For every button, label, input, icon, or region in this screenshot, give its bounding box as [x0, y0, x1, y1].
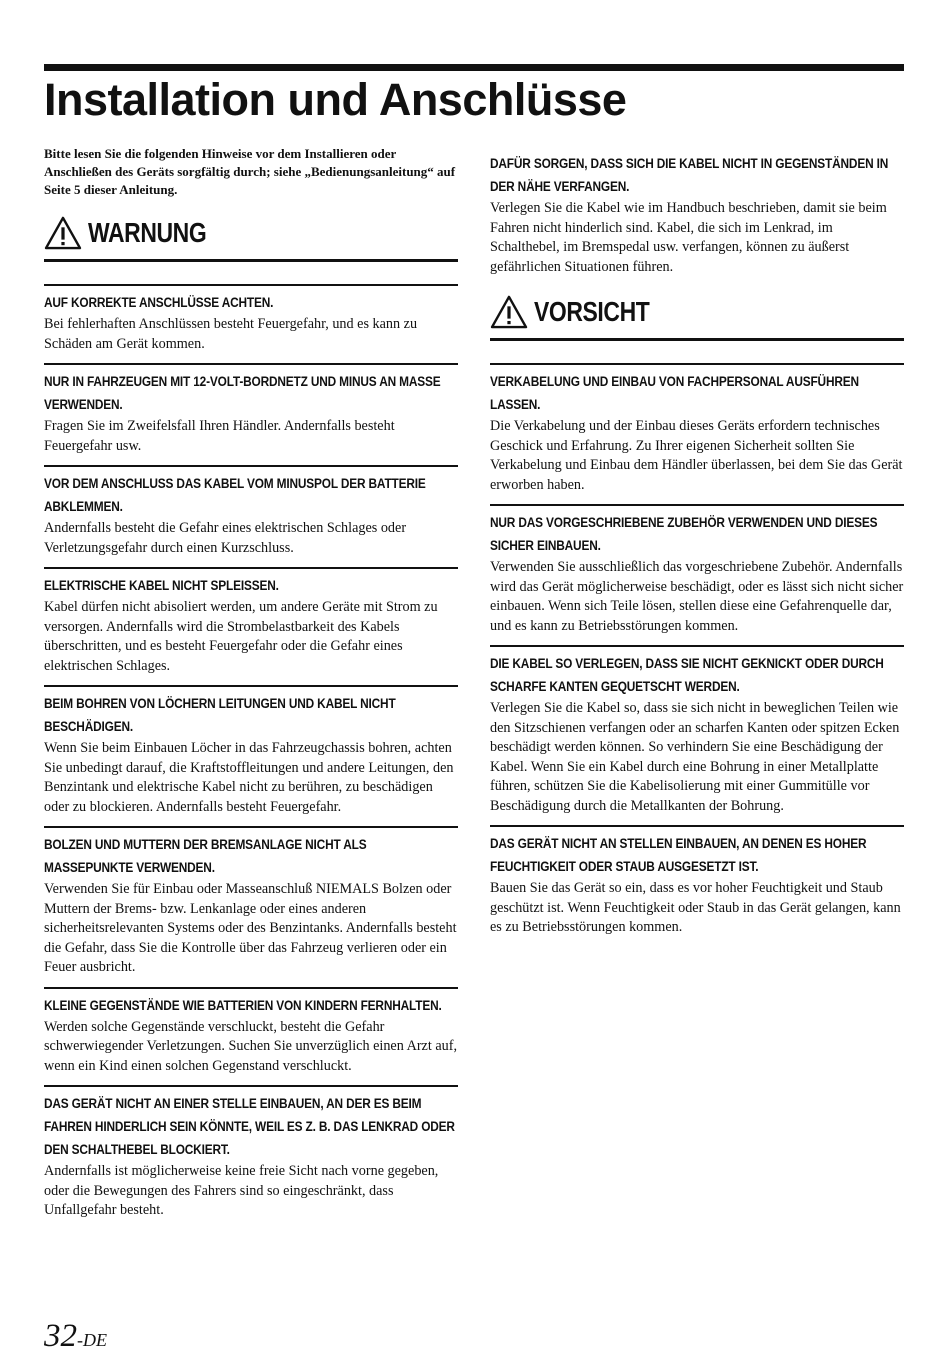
warning-item [490, 152, 904, 277]
warning-item [44, 987, 458, 1077]
caution-item [490, 645, 904, 816]
item-body: Andernfalls ist möglicherweise keine freie Sicht nach vorne gegeben, oder die Bewegungen des Fahrers sind so eingeschränkt, dass Unfallgefahr besteht. [44, 1163, 439, 1218]
item-heading: VOR DEM ANSCHLUSS DAS KABEL VOM MINUSPOL DER BATTERIE ABKLEMMEN. [44, 476, 426, 514]
warning-item [44, 284, 458, 354]
warning-item [44, 826, 458, 978]
item-heading: DAS GERÄT NICHT AN STELLEN EINBAUEN, AN DENEN ES HOHER FEUCHTIGKEIT ODER STAUB AUSGESETZT IST. [490, 836, 867, 874]
warning-triangle-icon [44, 216, 82, 250]
warning-item [44, 567, 458, 676]
item-heading: DAS GERÄT NICHT AN EINER STELLE EINBAUEN, AN DER ES BEIM FAHREN HINDERLICH SEIN KÖNNTE, WEIL ES Z. B. DAS LENKRAD ODER DEN SCHALTHEBEL BLOCKIERT. [44, 1096, 455, 1157]
item-body: Verwenden Sie für Einbau oder Masseanschluß NIEMALS Bolzen oder Muttern der Brems- bzw. Lenkanlage oder eines anderen sicherheitsrelevanten Systems oder des Benzintanks. Andernfalls besteht die Gefahr, dass Sie die Kontrolle über das Fahrzeug verlieren oder ein Feuer ausbricht. [44, 881, 457, 975]
item-body: Verwenden Sie ausschließlich das vorgeschriebene Zubehör. Andernfalls wird das Gerät möglicherweise beschädigt, oder es lässt sich nicht sicher einbauen. Wenn sich Teile lösen, stellen diese eine Gefahrenquelle dar, und es kann zu Betriebsstörungen kommen. [490, 559, 904, 634]
item-heading: KLEINE GEGENSTÄNDE WIE BATTERIEN VON KINDERN FERNHALTEN. [44, 997, 442, 1013]
item-body: Werden solche Gegenstände verschluckt, besteht die Gefahr schwerwiegender Verletzungen. Suchen Sie unverzüglich einen Arzt auf, wenn ein Kind einen solchen Gegenstand verschluckt. [44, 1018, 457, 1074]
top-rule [44, 64, 904, 71]
item-heading: DAFÜR SORGEN, DASS SICH DIE KABEL NICHT IN GEGENSTÄNDEN IN DER NÄHE VERFANGEN. [490, 156, 889, 194]
item-heading: BEIM BOHREN VON LÖCHERN LEITUNGEN UND KABEL NICHT BESCHÄDIGEN. [44, 696, 396, 734]
intro-text: Bitte lesen Sie die folgenden Hinweise vor dem Installieren oder Anschließen des Geräts sorgfältig durch; siehe „Bedienungsanleitung“ auf Seite 5 dieser Anleitung. [44, 146, 456, 197]
item-heading: BOLZEN UND MUTTERN DER BREMSANLAGE NICHT ALS MASSEPUNKTE VERWENDEN. [44, 837, 367, 875]
caution-item [490, 504, 904, 636]
warning-banner [44, 207, 458, 262]
page-title: Installation und Anschlüsse [44, 74, 627, 125]
warning-item [44, 685, 458, 817]
item-body: Fragen Sie im Zweifelsfall Ihren Händler. Andernfalls besteht Feuergefahr usw. [44, 418, 395, 454]
item-body: Die Verkabelung und der Einbau dieses Geräts erfordern technisches Geschick und Erfahrung. Zu Ihrer eigenen Sicherheit sollten Sie Verkabelung und Einbau dem Händler überlassen, bei dem Sie das Gerät erworben haben. [490, 418, 903, 493]
caution-label: VORSICHT [534, 296, 650, 327]
caution-item [490, 363, 904, 495]
item-body: Kabel dürfen nicht abisoliert werden, um andere Geräte mit Strom zu versorgen. Andernfalls wird die Strombelastbarkeit des Kabels überschritten, und es besteht Feuergefahr oder die Gefahr eines elektrischen Schlages. [44, 599, 438, 674]
page-number [44, 1318, 107, 1355]
item-body: Bei fehlerhaften Anschlüssen besteht Feuergefahr, und es kann zu Schäden am Gerät kommen. [44, 316, 418, 352]
warning-item [44, 363, 458, 456]
caution-banner [490, 286, 904, 341]
caution-triangle-icon [490, 295, 528, 329]
page-language-suffix: -DE [77, 1330, 107, 1350]
item-body: Verlegen Sie die Kabel wie im Handbuch beschrieben, damit sie beim Fahren nicht hinderlich sind. Kabel, die sich im Lenkrad, im Schalthebel, im Bremspedal usw. verfangen, können zu äußerst gefährlichen Situationen führen. [490, 200, 887, 275]
warning-item [44, 465, 458, 558]
item-heading: VERKABELUNG UND EINBAU VON FACHPERSONAL AUSFÜHREN LASSEN. [490, 374, 859, 412]
item-body: Verlegen Sie die Kabel so, dass sie sich nicht in beweglichen Teilen wie den Sitzschienen verfangen oder an scharfen Kanten oder spitzen Ecken beschädigt werden können. So verhindern Sie eine Beschädigung der Kabel. Wenn Sie ein Kabel durch eine Bohrung in einer Metallplatte führen, schützen Sie die Kabelisolierung mit einer Gummitülle vor Beschädigung durch die Metallkanten der Bohrung. [490, 700, 900, 814]
item-heading: ELEKTRISCHE KABEL NICHT SPLEISSEN. [44, 578, 279, 593]
item-heading: DIE KABEL SO VERLEGEN, DASS SIE NICHT GEKNICKT ODER DURCH SCHARFE KANTEN GEQUETSCHT WERDEN. [490, 656, 884, 694]
item-heading: NUR IN FAHRZEUGEN MIT 12-VOLT-BORDNETZ UND MINUS AN MASSE VERWENDEN. [44, 374, 441, 412]
item-body: Wenn Sie beim Einbauen Löcher in das Fahrzeugchassis bohren, achten Sie unbedingt darauf, die Kraftstoffleitungen und andere Leitungen, den Benzintank und elektrische Kabel nicht zu berühren, zu beschädigen oder zu blockieren. Andernfalls besteht Feuergefahr. [44, 740, 454, 815]
item-body: Bauen Sie das Gerät so ein, dass es vor hoher Feuchtigkeit und Staub geschützt ist. Wenn Feuchtigkeit oder Staub in das Gerät gelangen, kann es zu Betriebsstörungen kommen. [490, 880, 901, 935]
page-number-value: 32 [44, 1318, 77, 1354]
left-column [44, 145, 458, 1230]
warning-item [44, 1085, 458, 1221]
right-column [490, 152, 904, 947]
caution-item [490, 825, 904, 938]
item-heading: AUF KORREKTE ANSCHLÜSSE ACHTEN. [44, 295, 274, 310]
item-body: Andernfalls besteht die Gefahr eines elektrischen Schlages oder Verletzungsgefahr durch einen Kurzschluss. [44, 520, 407, 556]
warning-label: WARNUNG [88, 217, 207, 248]
item-heading: NUR DAS VORGESCHRIEBENE ZUBEHÖR VERWENDEN UND DIESES SICHER EINBAUEN. [490, 515, 878, 553]
